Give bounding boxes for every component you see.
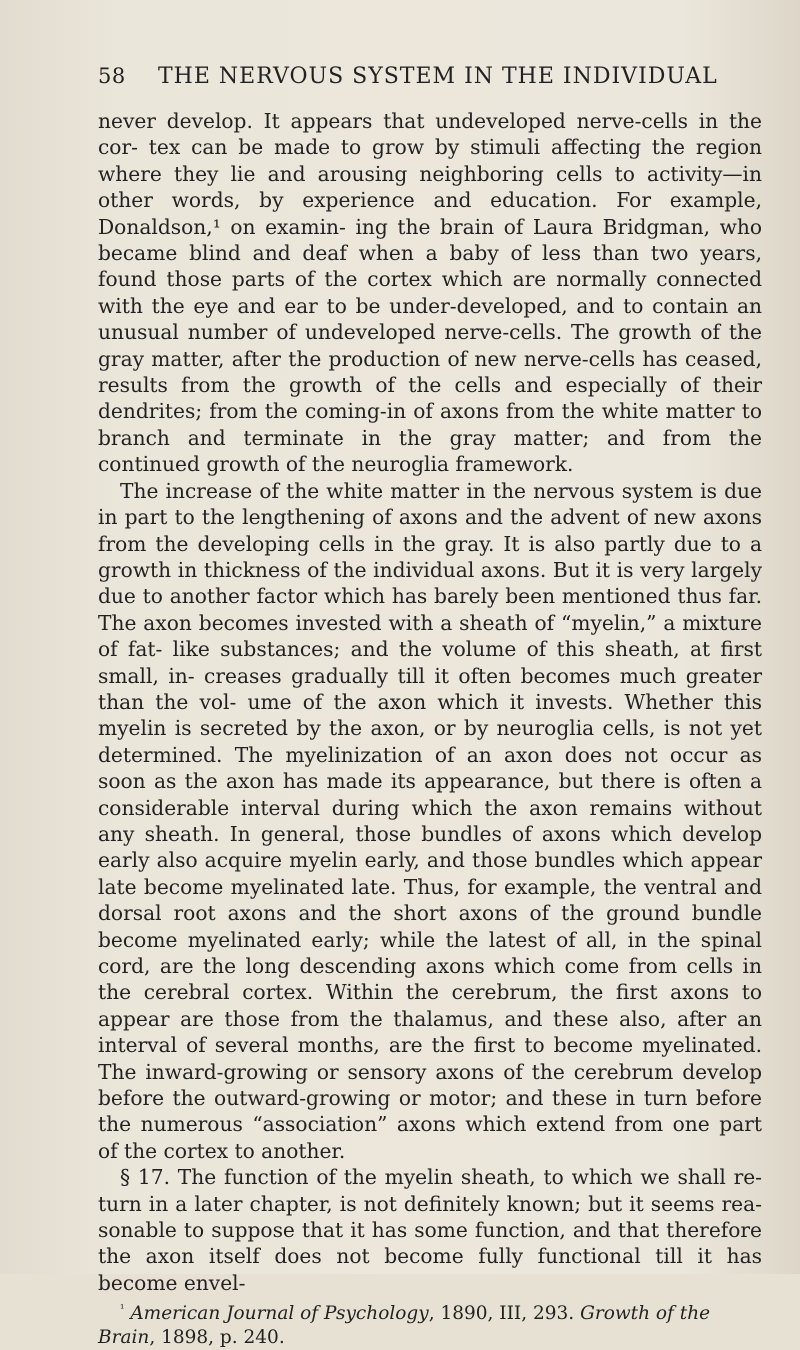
page-number: 58 xyxy=(98,64,126,88)
paragraph-2: The increase of the white matter in the nervous system is due in part to the lengthening of axons and the advent of new axons from the developing cells in the gray. It is also partly due to a growth in thickness of the individual axons. But it is very largely due to another factor which has barely been mentioned thus far. The axon becomes invested with a sheath of “myelin,” a mixture of fat- like substances; and the volume of this sheath, at first small, in- creases gradually till it often becomes much greater than the vol- ume of the axon which it invests. Whether this myelin is secreted by the axon, or by neuroglia cells, is not yet determined. The myelinization of an axon does not occur as soon as the axon has made its appearance, but there is often a considerable interval during which the axon remains without any sheath. In general, those bundles of axons which develop early also acquire myelin early, and those bundles which appear late become myelinated late. Thus, for example, the ventral and dorsal root axons and the short axons of the ground bundle become myelinated early; while the latest of all, in the spinal cord, are the long descending axons which come from cells in the cerebral cortex. Within the cerebrum, the first axons to appear are those from the thalamus, and these also, after an interval of several months, are the first to become myelinated. The inward-growing or sensory axons of the cerebrum develop before the outward-growing or motor; and these in turn before the numerous “association” axons which extend from one part of the cortex to another. xyxy=(98,478,762,1163)
footnote-book: Growth of the Brain xyxy=(98,1303,711,1349)
footnote-marker: ¹ xyxy=(120,1302,125,1316)
paragraph-1: never develop. It appears that undeveloped nerve-cells in the cor- tex can be made to grow by stimuli affecting the region where they lie and arousing neighboring cells to activity—in other words, by experience and education. For example, Donaldson,¹ on examin- ing the brain of Laura Bridgman, who became blind and deaf when a baby of less than two years, found those parts of the cortex which are normally connected with the eye and ear to be under-developed, and to contain an unusual number of undeveloped nerve-cells. The growth of the gray matter, after the production of new nerve-cells has ceased, results from the growth of the cells and especially of their dendrites; from the coming-in of axons from the white matter to branch and terminate in the gray matter; and from the continued growth of the neuroglia framework. xyxy=(98,109,762,477)
footnote-journal-details: , 1890, III, 293. xyxy=(428,1303,575,1325)
running-head: THE NERVOUS SYSTEM IN THE INDIVIDUAL xyxy=(158,64,718,89)
footnote-journal: American Journal of Psychology xyxy=(130,1303,429,1325)
footnote-book-details: , 1898, p. 240. xyxy=(149,1327,285,1349)
footnote xyxy=(98,1302,762,1350)
page-header xyxy=(98,64,762,104)
paragraph-3: § 17. The function of the myelin sheath, to which we shall re- turn in a later chapter, is not definitely known; but it seems rea- sonable to suppose that it has some function, and that therefore the axon itself does not become fully functional till it has become envel- xyxy=(98,1165,762,1295)
